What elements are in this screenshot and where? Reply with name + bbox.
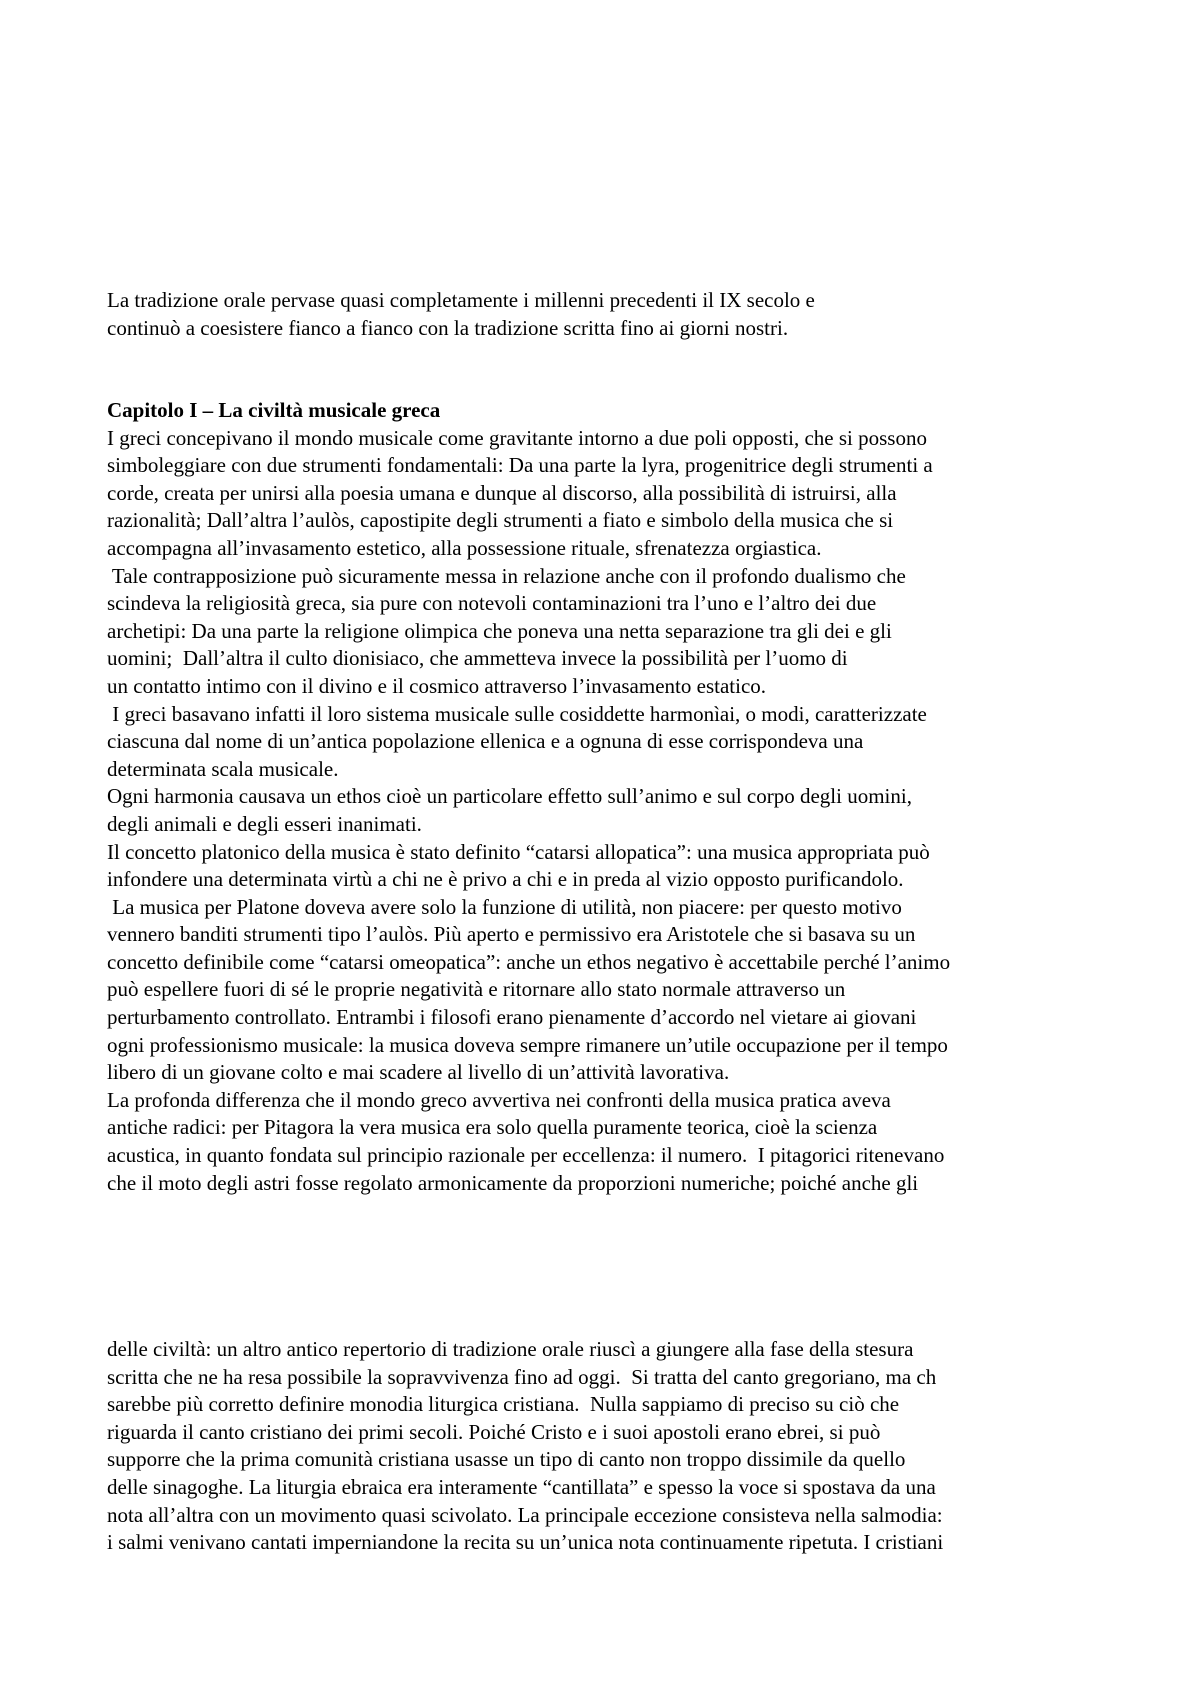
text-line: corde, creata per unirsi alla poesia umana e dunque al discorso, alla possibilità di istruirsi, alla: [107, 480, 897, 505]
text-line: sarebbe più corretto definire monodia liturgica cristiana. Nulla sappiamo di preciso su ciò che: [107, 1392, 900, 1417]
text-line: determinata scala musicale.: [107, 756, 339, 781]
text-line: I greci concepivano il mondo musicale come gravitante intorno a due poli opposti, che si possono: [107, 425, 927, 450]
text-line: simboleggiare con due strumenti fondamentali: Da una parte la lyra, progenitrice degli strumenti a: [107, 453, 933, 478]
text-line: continuò a coesistere fianco a fianco con la tradizione scritta fino ai giorni nostri.: [107, 315, 789, 340]
text-line: scindeva la religiosità greca, sia pure con notevoli contaminazioni tra l’uno e l’altro dei due: [107, 591, 877, 616]
text-line: può espellere fuori di sé le proprie negatività e ritornare allo stato normale attraverso un: [107, 977, 846, 1002]
text-line: supporre che la prima comunità cristiana usasse un tipo di canto non troppo dissimile da quello: [107, 1447, 906, 1472]
chapter-heading: Capitolo I – La civiltà musicale greca: [107, 398, 441, 422]
text-line: scritta che ne ha resa possibile la sopravvivenza fino ad oggi. Si tratta del canto gregoriano, ma ch: [107, 1364, 937, 1389]
text-line: I greci basavano infatti il loro sistema musicale sulle cosiddette harmonìai, o modi, caratterizzate: [107, 701, 927, 726]
text-line: delle sinagoghe. La liturgia ebraica era interamente “cantillata” e spesso la voce si spostava da una: [107, 1474, 936, 1499]
chapter-body: [107, 425, 1097, 1198]
text-line: delle civiltà: un altro antico repertorio di tradizione orale riuscì a giungere alla fase della stesura: [107, 1337, 914, 1361]
text-line: i salmi venivano cantati imperniandone la recita su un’unica nota continuamente ripetuta. I cristiani: [107, 1530, 944, 1555]
text-line: accompagna all’invasamento estetico, alla possessione rituale, sfrenatezza orgiastica.: [107, 535, 822, 560]
text-line: acustica, in quanto fondata sul principio razionale per eccellenza: il numero. I pitagorici ritenevano: [107, 1143, 945, 1168]
text-line: Il concetto platonico della musica è stato definito “catarsi allopatica”: una musica appropriata può: [107, 839, 930, 864]
second-section-paragraph: [107, 1336, 1097, 1557]
text-line: nota all’altra con un movimento quasi scivolato. La principale eccezione consisteva nella salmodia:: [107, 1502, 943, 1527]
intro-paragraph: [107, 287, 1097, 342]
text-line: La tradizione orale pervase quasi completamente i millenni precedenti il IX secolo e: [107, 288, 815, 312]
text-line: La profonda differenza che il mondo greco avvertiva nei confronti della musica pratica aveva: [107, 1087, 891, 1112]
text-line: razionalità; Dall’altra l’aulòs, capostipite degli strumenti a fiato e simbolo della musica che si: [107, 508, 894, 533]
text-line: La musica per Platone doveva avere solo la funzione di utilità, non piacere: per questo motivo: [107, 894, 902, 919]
text-line: concetto definibile come “catarsi omeopatica”: anche un ethos negativo è accettabile perché l’animo: [107, 949, 951, 974]
text-line: Tale contrapposizione può sicuramente messa in relazione anche con il profondo dualismo che: [107, 563, 906, 588]
text-line: ogni professionismo musicale: la musica doveva sempre rimanere un’utile occupazione per il tempo: [107, 1032, 948, 1057]
text-line: ciascuna dal nome di un’antica popolazione ellenica e a ognuna di esse corrispondeva una: [107, 729, 864, 754]
text-line: archetipi: Da una parte la religione olimpica che poneva una netta separazione tra gli dei e gli: [107, 618, 892, 643]
text-line: uomini; Dall’altra il culto dionisiaco, che ammetteva invece la possibilità per l’uomo di: [107, 646, 848, 671]
chapter-1: [107, 397, 1097, 1197]
text-line: libero di un giovane colto e mai scadere al livello di un’attività lavorativa.: [107, 1060, 730, 1085]
text-line: vennero banditi strumenti tipo l’aulòs. Più aperto e permissivo era Aristotele che si basava su un: [107, 922, 916, 947]
text-line: perturbamento controllato. Entrambi i filosofi erano pienamente d’accordo nel vietare ai giovani: [107, 1005, 917, 1030]
text-line: un contatto intimo con il divino e il cosmico attraverso l’invasamento estatico.: [107, 673, 767, 698]
text-line: degli animali e degli esseri inanimati.: [107, 811, 422, 836]
text-line: che il moto degli astri fosse regolato armonicamente da proporzioni numeriche; poiché anche gli: [107, 1170, 919, 1195]
text-line: antiche radici: per Pitagora la vera musica era solo quella puramente teorica, cioè la scienza: [107, 1115, 878, 1140]
text-line: infondere una determinata virtù a chi ne è privo a chi e in preda al vizio opposto purificandolo.: [107, 867, 904, 892]
text-line: Ogni harmonia causava un ethos cioè un particolare effetto sull’animo e sul corpo degli uomini,: [107, 784, 912, 809]
text-line: riguarda il canto cristiano dei primi secoli. Poiché Cristo e i suoi apostoli erano ebrei, si può: [107, 1419, 881, 1444]
